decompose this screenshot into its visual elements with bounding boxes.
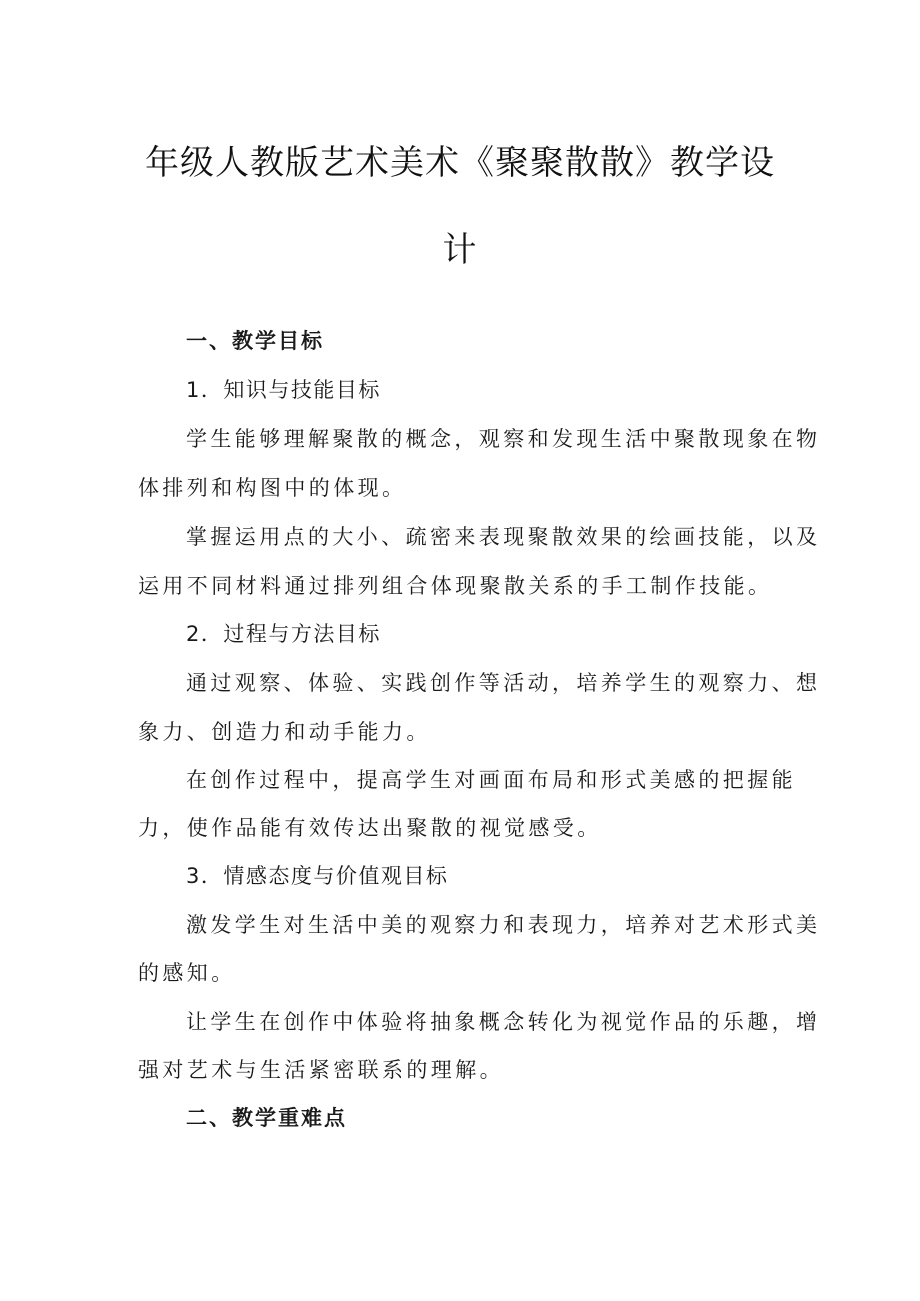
paragraph-6-line-2: 强对艺术与生活紧密联系的理解。 bbox=[138, 1058, 504, 1082]
paragraph-4-line-1: 在创作过程中，提高学生对画面布局和形式美感的把握能 bbox=[186, 768, 796, 792]
paragraph-1-line-1: 学生能够理解聚散的概念，观察和发现生活中聚散现象在物 bbox=[186, 427, 821, 451]
paragraph-6-line-1: 让学生在创作中体验将抽象概念转化为视觉作品的乐趣，增 bbox=[186, 1010, 821, 1034]
section-heading-key-difficulties: 二、教学重难点 bbox=[186, 1106, 347, 1130]
paragraph-3-line-1: 通过观察、体验、实践创作等活动，培养学生的观察力、想 bbox=[186, 671, 821, 695]
paragraph-3-line-2: 象力、创造力和动手能力。 bbox=[138, 720, 431, 744]
document-title-line2: 计 bbox=[442, 230, 478, 270]
paragraph-5-line-1: 激发学生对生活中美的观察力和表现力，培养对艺术形式美 bbox=[186, 913, 821, 937]
subheading-knowledge-skills: 1．知识与技能目标 bbox=[186, 378, 381, 402]
document-title-line1: 年级人教版艺术美术《聚聚散散》教学设 bbox=[145, 143, 775, 183]
section-heading-teaching-goals: 一、教学目标 bbox=[186, 329, 324, 353]
paragraph-2-line-2: 运用不同材料通过排列组合体现聚散关系的手工制作技能。 bbox=[138, 574, 773, 598]
paragraph-4-line-2: 力，使作品能有效传达出聚散的视觉感受。 bbox=[138, 816, 602, 840]
subheading-emotion-values: 3．情感态度与价值观目标 bbox=[186, 864, 449, 888]
paragraph-5-line-2: 的感知。 bbox=[138, 961, 236, 985]
paragraph-2-line-1: 掌握运用点的大小、疏密来表现聚散效果的绘画技能，以及 bbox=[186, 525, 821, 549]
subheading-process-method: 2．过程与方法目标 bbox=[186, 622, 381, 646]
paragraph-1-line-2: 体排列和构图中的体现。 bbox=[138, 476, 407, 500]
